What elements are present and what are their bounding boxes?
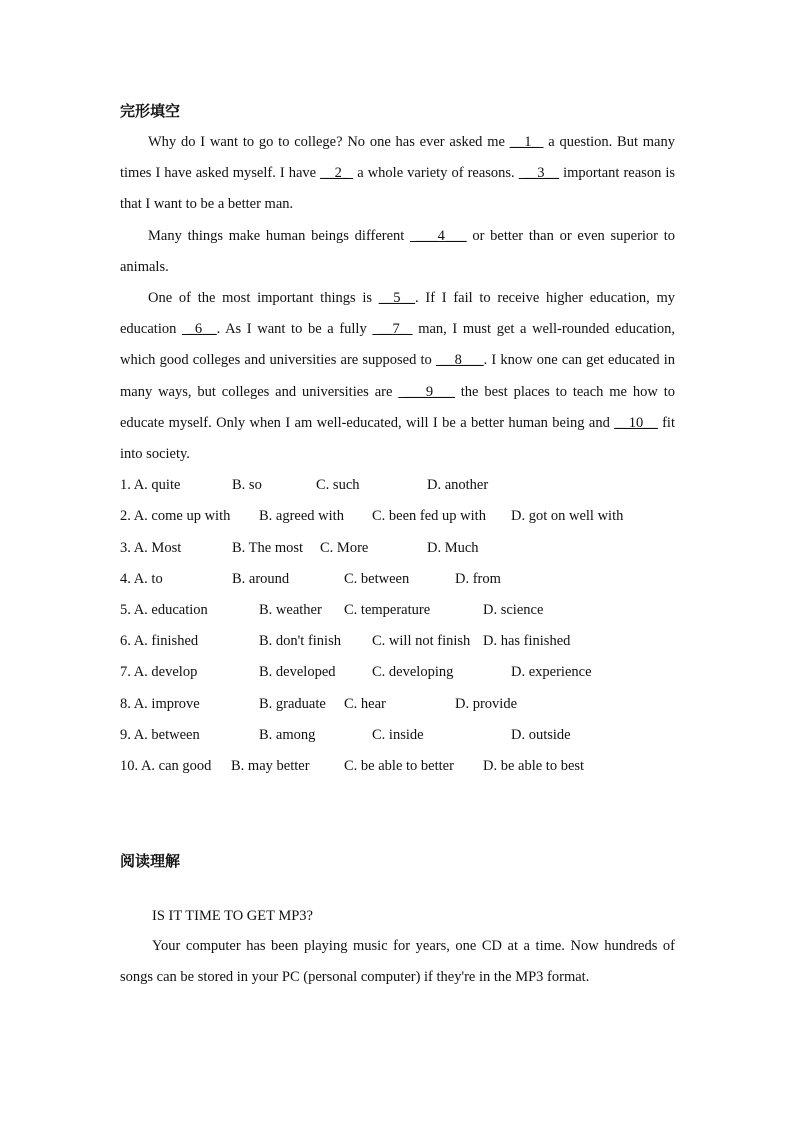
option-c: C. such: [316, 477, 360, 494]
option-row: [120, 470, 675, 501]
option-row: [120, 564, 675, 595]
option-a: 10. A. can good: [120, 757, 212, 774]
option-b: B. so: [232, 477, 262, 494]
text: . If I fail to receive higher education, my education: [120, 290, 676, 338]
option-b: B. don't finish: [259, 633, 341, 650]
text: a question. But many times I have asked myself. I have: [120, 134, 675, 182]
option-d: D. has finished: [483, 633, 571, 650]
text: One of the most important things is: [148, 290, 379, 307]
text: the best places to teach me how to educate myself. Only when I am well-educated, will I be a better human being and: [120, 383, 675, 431]
blank-10: __10__: [614, 414, 658, 431]
option-a: 3. A. Most: [120, 539, 182, 556]
section-spacer: [120, 782, 675, 846]
option-d: D. from: [455, 570, 501, 587]
option-d: D. provide: [455, 695, 518, 712]
blank-4: ___4___: [410, 227, 467, 244]
option-d: D. got on well with: [511, 508, 624, 525]
blank-5: __5__: [378, 290, 416, 307]
blank-2: __2_: [320, 165, 354, 182]
text: important reason is that I want to be a better man.: [120, 165, 676, 213]
document-page: [120, 96, 675, 994]
text: Many things make human beings different: [148, 227, 411, 244]
option-b: B. developed: [259, 664, 336, 681]
text: Why do I want to go to college? No one has ever asked me: [148, 134, 510, 150]
option-d: D. be able to best: [483, 757, 585, 774]
option-a: 7. A. develop: [120, 664, 198, 681]
option-d: D. Much: [427, 539, 479, 556]
cloze-paragraph-2: [120, 221, 675, 283]
cloze-heading: 完形填空: [120, 102, 181, 120]
option-a: 8. A. improve: [120, 695, 200, 712]
option-a: 4. A. to: [120, 570, 163, 587]
blank-1: __1_: [509, 134, 544, 150]
option-c: C. developing: [372, 664, 454, 681]
cloze-paragraph-1: [120, 127, 675, 221]
option-row: [120, 720, 675, 751]
reading-paragraph-1: Your computer has been playing music for years, one CD at a time. Now hundreds of songs can be stored in your PC (personal computer) if they're in the MP3 format.: [120, 938, 675, 986]
text: . As I want to be a fully: [216, 321, 373, 338]
option-row: [120, 751, 675, 782]
option-a: 1. A. quite: [120, 477, 181, 494]
blank-8: __8___: [435, 352, 484, 369]
option-a: 9. A. between: [120, 726, 200, 743]
cloze-paragraph-3: [120, 283, 675, 470]
option-row: [120, 626, 675, 657]
reading-heading: 阅读理解: [120, 852, 181, 871]
option-b: B. weather: [259, 601, 322, 618]
option-b: B. The most: [232, 539, 304, 556]
text: a whole variety of reasons.: [353, 165, 519, 182]
option-row: [120, 595, 675, 626]
option-c: C. been fed up with: [372, 508, 486, 525]
blank-3: __3__: [518, 165, 560, 182]
option-d: D. outside: [511, 726, 571, 743]
option-b: B. may better: [231, 757, 310, 774]
text: fit into society.: [120, 414, 675, 463]
blank-6: _6__: [182, 321, 217, 338]
option-d: D. experience: [511, 664, 592, 681]
text: . I know one can get educated in many ways, but colleges and universities are: [120, 352, 676, 400]
option-c: C. temperature: [344, 601, 431, 618]
text: man, I must get a well-rounded education, which good colleges and universities are supposed to: [120, 321, 676, 369]
option-b: B. agreed with: [259, 508, 344, 525]
option-d: D. another: [427, 477, 489, 494]
option-a: 6. A. finished: [120, 633, 199, 650]
blank-7: __7_: [372, 321, 413, 338]
option-row: [120, 501, 675, 532]
option-d: D. science: [483, 601, 544, 618]
option-row: [120, 657, 675, 688]
blank-9: ___9___: [398, 383, 455, 400]
option-a: 2. A. come up with: [120, 508, 231, 525]
option-b: B. among: [259, 726, 316, 743]
option-row: [120, 533, 675, 564]
option-a: 5. A. education: [120, 601, 208, 618]
option-c: C. between: [344, 570, 410, 587]
option-c: C. More: [320, 539, 369, 556]
option-b: B. around: [232, 570, 290, 587]
option-c: C. hear: [344, 695, 386, 712]
article-title: IS IT TIME TO GET MP3?: [152, 908, 313, 925]
option-c: C. will not finish: [372, 633, 471, 650]
option-c: C. be able to better: [344, 757, 454, 774]
options-list: [120, 470, 675, 782]
option-row: [120, 689, 675, 720]
text: or better than or even superior to animals.: [120, 227, 676, 275]
option-c: C. inside: [372, 726, 424, 743]
option-b: B. graduate: [259, 695, 326, 712]
